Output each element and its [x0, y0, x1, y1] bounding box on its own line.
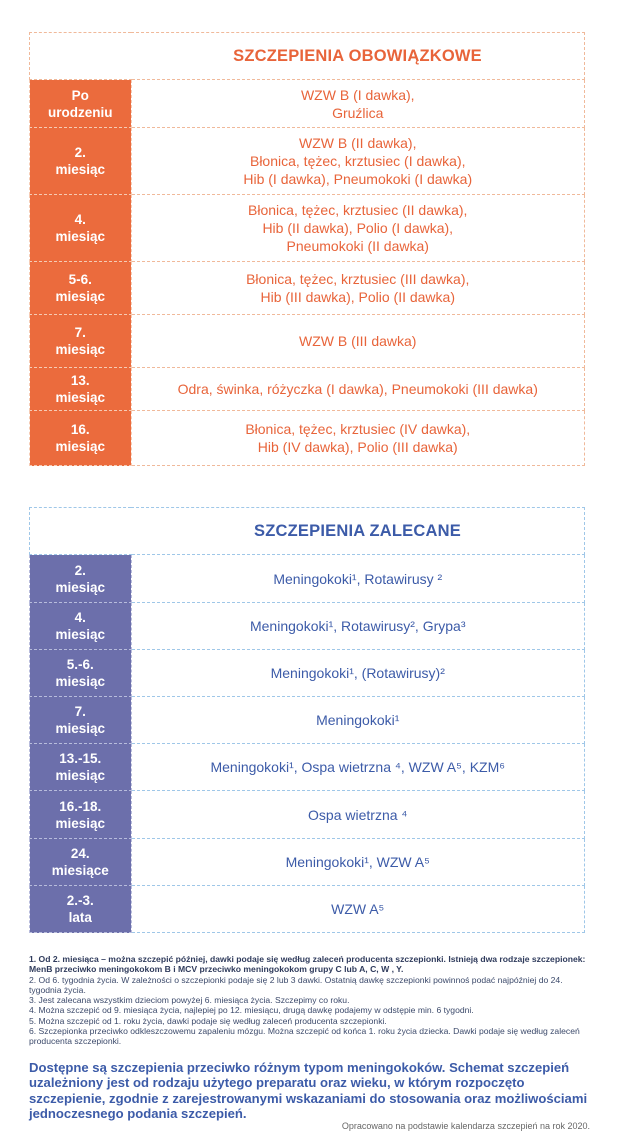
- footnote-3: 3. Jest zalecana wszystkim dzieciom powyżej 6. miesiąca życia. Szczepimy co roku.: [29, 995, 350, 1006]
- age-cell: 2. miesiąc: [30, 128, 132, 195]
- vaccines-cell: Meningokoki¹, WZW A⁵: [131, 839, 585, 886]
- footnote-5: 5. Można szczepić od 1. roku życia, dawki podaje się według zaleceń producenta szczepionki.: [29, 1015, 387, 1026]
- footnote-6: 6. Szczepionka przeciwko odkleszczowemu zapaleniu mózgu. Można szczepić od końca 1. roku życia dziecka. Dawki podaje się według zaleceń producenta szczepionki.: [29, 1026, 580, 1047]
- vaccines-cell: WZW B (II dawka), Błonica, tężec, krztusiec (I dawka), Hib (I dawka), Pneumokoki (I dawka): [131, 128, 585, 195]
- age-cell: 2. miesiąc: [30, 555, 132, 603]
- mandatory-vaccination-table: [29, 32, 585, 466]
- vaccines-cell: Ospa wietrzna ⁴: [131, 791, 585, 839]
- table-row: [30, 650, 585, 697]
- vaccines-cell: WZW B (III dawka): [131, 315, 585, 368]
- vaccines-cell: Meningokoki¹: [131, 697, 585, 744]
- footnote-4: 4. Można szczepić od 9. miesiąca życia, najlepiej po 12. miesiącu, drugą dawkę podajemy w odstępie min. 6 tygodni.: [29, 1005, 474, 1016]
- age-cell: 7. miesiąc: [30, 697, 132, 744]
- table-row: [30, 80, 585, 128]
- age-cell: 13. miesiąc: [30, 368, 132, 411]
- table-row: [30, 128, 585, 195]
- vaccines-cell: Odra, świnka, różyczka (I dawka), Pneumokoki (III dawka): [131, 368, 585, 411]
- table-row: [30, 195, 585, 262]
- recommended-vaccination-table: [29, 507, 585, 933]
- age-cell: 24. miesiące: [30, 839, 132, 886]
- table-row: [30, 744, 585, 791]
- age-cell: 7. miesiąc: [30, 315, 132, 368]
- table-row: [30, 697, 585, 744]
- table-row: [30, 411, 585, 466]
- table-row: [30, 791, 585, 839]
- table-row: [30, 603, 585, 650]
- vaccines-cell: Meningokoki¹, Ospa wietrzna ⁴, WZW A⁵, KZM⁶: [131, 744, 585, 791]
- recommended-table-title: SZCZEPIENIA ZALECANE: [131, 508, 585, 555]
- age-cell: 2.-3. lata: [30, 886, 132, 933]
- vaccines-cell: Meningokoki¹, Rotawirusy², Grypa³: [131, 603, 585, 650]
- vaccines-cell: WZW B (I dawka), Gruźlica: [131, 80, 585, 128]
- age-cell: 5.-6. miesiąc: [30, 650, 132, 697]
- vaccines-cell: Błonica, tężec, krztusiec (II dawka), Hib (II dawka), Polio (I dawka), Pneumokoki (II dawka): [131, 195, 585, 262]
- table-row: [30, 886, 585, 933]
- vaccines-cell: Błonica, tężec, krztusiec (IV dawka), Hib (IV dawka), Polio (III dawka): [131, 411, 585, 466]
- source-note: Opracowano na podstawie kalendarza szczepień na rok 2020.: [341, 1121, 590, 1131]
- table-row: [30, 555, 585, 603]
- vaccines-cell: Meningokoki¹, Rotawirusy ²: [131, 555, 585, 603]
- age-cell: 5-6. miesiąc: [30, 262, 132, 315]
- footnotes: [29, 954, 589, 1047]
- table-row: [30, 262, 585, 315]
- table-row: [30, 839, 585, 886]
- vaccines-cell: Meningokoki¹, (Rotawirusy)²: [131, 650, 585, 697]
- age-cell: 13.-15. miesiąc: [30, 744, 132, 791]
- table-row: [30, 368, 585, 411]
- table-row: [30, 315, 585, 368]
- vaccines-cell: WZW A⁵: [131, 886, 585, 933]
- age-cell: 16.-18. miesiąc: [30, 791, 132, 839]
- footnote-1: 1. Od 2. miesiąca – można szczepić później, dawki podaje się według zaleceń producenta szczepionki. Istnieją dwa rodzaje szczepionek: MenB przeciwko meningokokom B i MCV przeciwko meningokokom grupy C lub A, C, W , Y.: [29, 954, 586, 975]
- mandatory-table-title: SZCZEPIENIA OBOWIĄZKOWE: [131, 33, 585, 80]
- vaccines-cell: Błonica, tężec, krztusiec (III dawka), Hib (III dawka), Polio (II dawka): [131, 262, 585, 315]
- age-cell: 4. miesiąc: [30, 603, 132, 650]
- age-cell: 16. miesiąc: [30, 411, 132, 466]
- meningococcal-summary: Dostępne są szczepienia przeciwko różnym typom meningokoków. Schemat szczepień uzależniony jest od rodzaju użytego preparatu oraz wieku, w którym rozpoczęto szczepienie, zgodnie z zarejestrowanymi wskazaniami do stosowania oraz możliwościami jednoczesnego podania szczepień.: [29, 1060, 588, 1122]
- age-cell: Po urodzeniu: [30, 80, 132, 128]
- footnote-2: 2. Od 6. tygodnia życia. W zależności o szczepionki podaje się 2 lub 3 dawki. Ostatnią dawkę szczepionki powinnoś podać najpóźniej do 24. tygodnia życia.: [29, 974, 563, 995]
- age-cell: 4. miesiąc: [30, 195, 132, 262]
